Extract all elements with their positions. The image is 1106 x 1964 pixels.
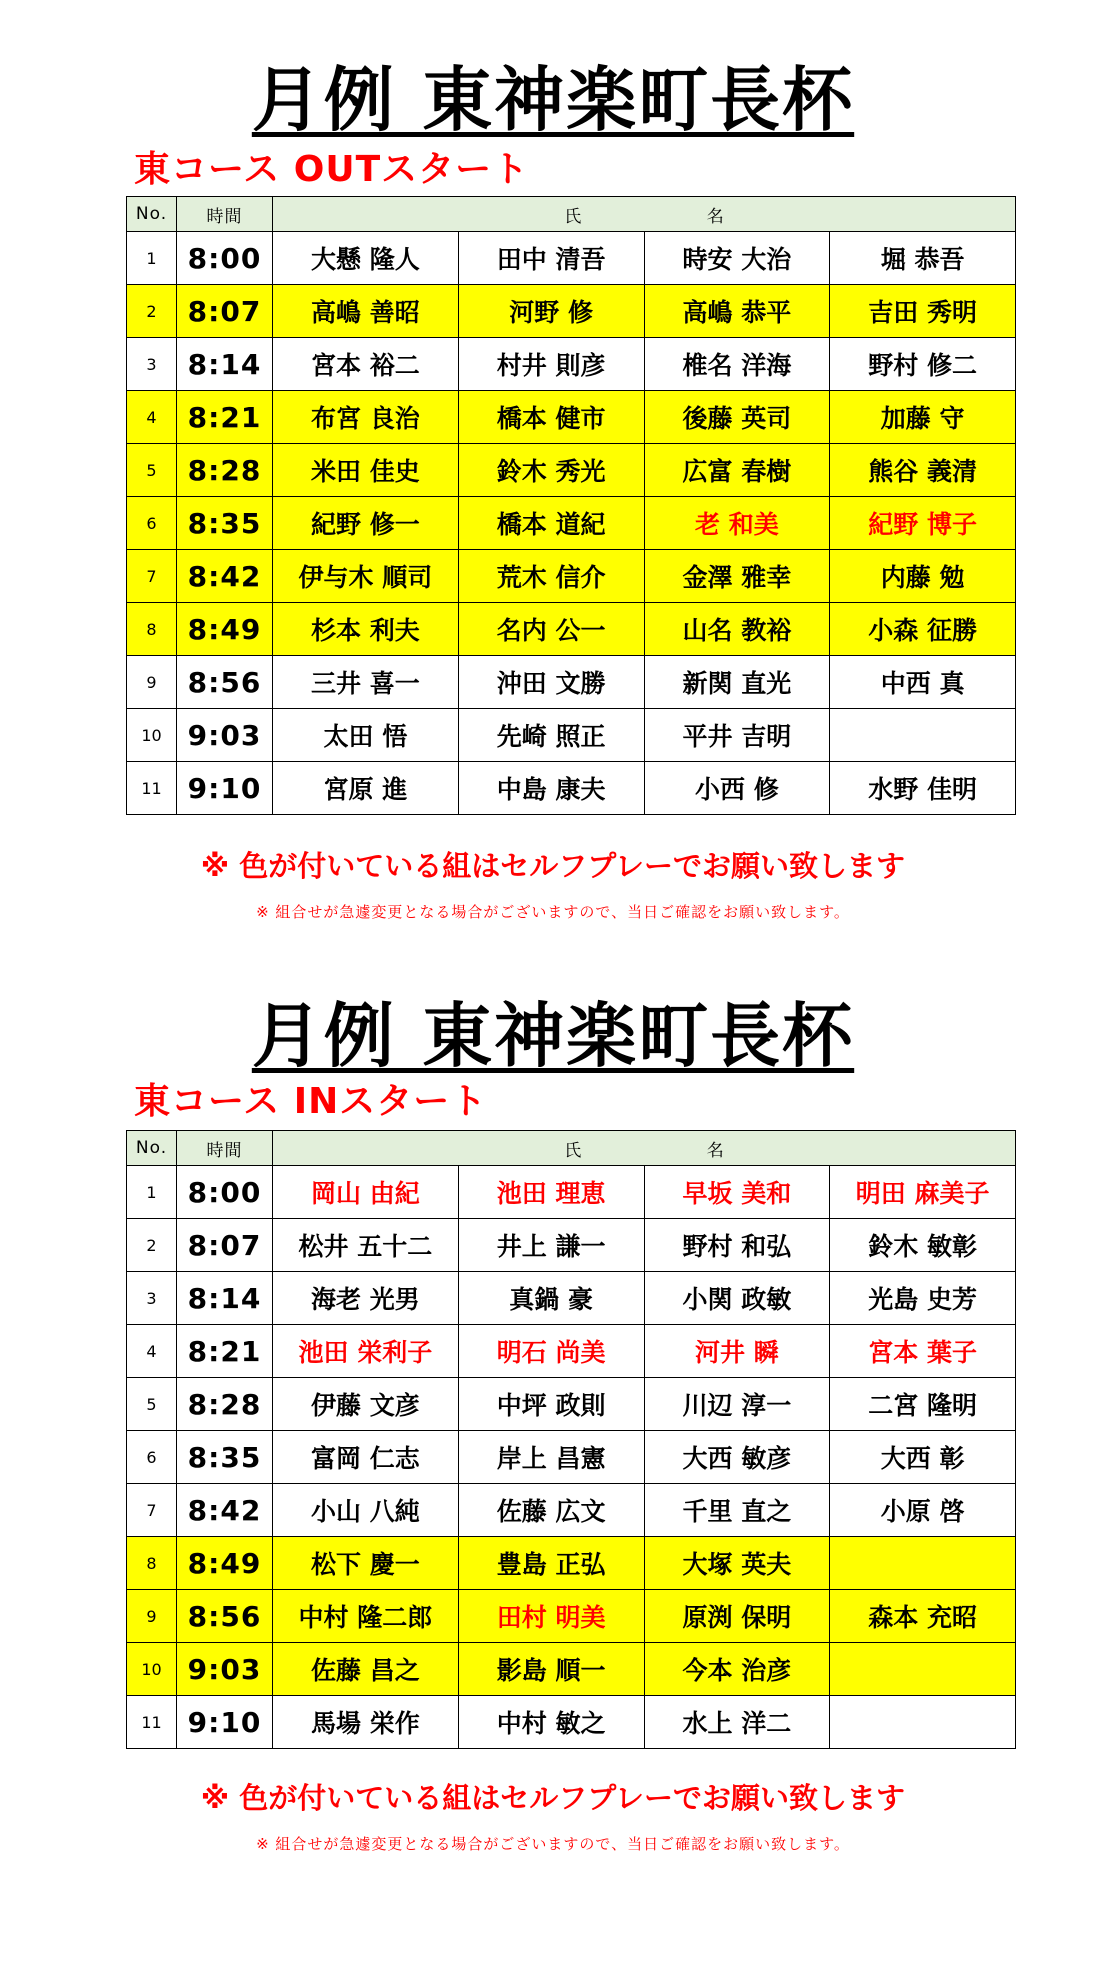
player-name: 太田 悟 — [273, 709, 459, 762]
player-name: 中坪 政則 — [458, 1378, 644, 1431]
page-title — [0, 58, 1106, 142]
tee-time: 8:56 — [177, 1590, 273, 1643]
table-row — [127, 656, 1016, 709]
player-name: 原渕 保明 — [644, 1590, 830, 1643]
player-name: 村井 則彦 — [458, 338, 644, 391]
table-body — [127, 232, 1016, 815]
player-name: 小関 政敏 — [644, 1272, 830, 1325]
table-row — [127, 550, 1016, 603]
table-row — [127, 709, 1016, 762]
table-row — [127, 1537, 1016, 1590]
player-name: 名内 公一 — [458, 603, 644, 656]
group-number: 3 — [127, 338, 177, 391]
tee-time: 8:00 — [177, 232, 273, 285]
player-name: 池田 栄利子 — [273, 1325, 459, 1378]
player-name: 大西 敏彦 — [644, 1431, 830, 1484]
player-name: 海老 光男 — [273, 1272, 459, 1325]
group-number: 4 — [127, 1325, 177, 1378]
tee-time: 8:28 — [177, 1378, 273, 1431]
group-number: 6 — [127, 1431, 177, 1484]
group-number: 3 — [127, 1272, 177, 1325]
player-name: 広富 春樹 — [644, 444, 830, 497]
tee-time: 8:14 — [177, 338, 273, 391]
player-name: 小森 征勝 — [830, 603, 1016, 656]
player-name: 荒木 信介 — [458, 550, 644, 603]
player-name: 中島 康夫 — [458, 762, 644, 815]
table-row — [127, 391, 1016, 444]
player-name: 佐藤 昌之 — [273, 1643, 459, 1696]
player-name: 先崎 照正 — [458, 709, 644, 762]
table-row — [127, 1166, 1016, 1219]
self-play-note: ※ 色が付いている組はセルフプレーでお願い致します — [200, 849, 906, 883]
player-name: 中村 敏之 — [458, 1696, 644, 1749]
player-name: 井上 謙一 — [458, 1219, 644, 1272]
player-name: 宮本 裕二 — [273, 338, 459, 391]
player-name: 中村 隆二郎 — [273, 1590, 459, 1643]
tee-time-table — [126, 1130, 1016, 1749]
player-name: 明田 麻美子 — [830, 1166, 1016, 1219]
player-name: 野村 和弘 — [644, 1219, 830, 1272]
header-time: 時間 — [177, 197, 273, 232]
player-name: 富岡 仁志 — [273, 1431, 459, 1484]
group-number: 5 — [127, 444, 177, 497]
player-name: 岡山 由紀 — [273, 1166, 459, 1219]
player-name: 松井 五十二 — [273, 1219, 459, 1272]
group-number: 8 — [127, 1537, 177, 1590]
group-number: 4 — [127, 391, 177, 444]
table-row — [127, 1272, 1016, 1325]
player-name: 河野 修 — [458, 285, 644, 338]
player-name: 橋本 健市 — [458, 391, 644, 444]
group-number: 1 — [127, 232, 177, 285]
change-note: ※ 組合せが急遽変更となる場合がございますので、当日ご確認をお願い致します。 — [256, 903, 850, 921]
player-name: 森本 充昭 — [830, 1590, 1016, 1643]
table-body — [127, 1166, 1016, 1749]
tee-time: 9:10 — [177, 1696, 273, 1749]
player-name: 熊谷 義清 — [830, 444, 1016, 497]
player-name: 岸上 昌憲 — [458, 1431, 644, 1484]
player-name: 池田 理恵 — [458, 1166, 644, 1219]
player-name: 水上 洋二 — [644, 1696, 830, 1749]
player-name: 吉田 秀明 — [830, 285, 1016, 338]
course-subtitle: 東コース INスタート — [134, 1081, 488, 1122]
header-no: No. — [127, 197, 177, 232]
player-name — [830, 1696, 1016, 1749]
header-no: No. — [127, 1131, 177, 1166]
table-row — [127, 338, 1016, 391]
player-name: 真鍋 豪 — [458, 1272, 644, 1325]
tee-time: 8:49 — [177, 603, 273, 656]
player-name: 平井 吉明 — [644, 709, 830, 762]
player-name: 今本 治彦 — [644, 1643, 830, 1696]
player-name: 時安 大治 — [644, 232, 830, 285]
tee-time: 8:21 — [177, 391, 273, 444]
player-name: 堀 恭吾 — [830, 232, 1016, 285]
tee-time: 8:07 — [177, 285, 273, 338]
player-name: 後藤 英司 — [644, 391, 830, 444]
player-name: 影島 順一 — [458, 1643, 644, 1696]
player-name: 新関 直光 — [644, 656, 830, 709]
table-header-row — [127, 197, 1016, 232]
player-name: 椎名 洋海 — [644, 338, 830, 391]
player-name: 紀野 修一 — [273, 497, 459, 550]
table-header-row — [127, 1131, 1016, 1166]
group-number: 10 — [127, 709, 177, 762]
player-name: 宮本 葉子 — [830, 1325, 1016, 1378]
player-name: 鈴木 秀光 — [458, 444, 644, 497]
player-name: 布宮 良治 — [273, 391, 459, 444]
course-subtitle: 東コース OUTスタート — [134, 149, 530, 190]
player-name: 明石 尚美 — [458, 1325, 644, 1378]
table-row — [127, 1378, 1016, 1431]
player-name: 三井 喜一 — [273, 656, 459, 709]
player-name: 早坂 美和 — [644, 1166, 830, 1219]
group-number: 11 — [127, 762, 177, 815]
page-title-text: 月例 東神楽町長杯 — [251, 995, 855, 1077]
player-name: 高嶋 善昭 — [273, 285, 459, 338]
tee-time: 9:03 — [177, 709, 273, 762]
table-row — [127, 232, 1016, 285]
player-name: 光島 史芳 — [830, 1272, 1016, 1325]
tee-time-table — [126, 196, 1016, 815]
tee-time: 8:07 — [177, 1219, 273, 1272]
header-name: 氏 名 — [273, 1131, 1016, 1166]
tee-time: 8:49 — [177, 1537, 273, 1590]
group-number: 7 — [127, 1484, 177, 1537]
table-row — [127, 285, 1016, 338]
player-name: 豊島 正弘 — [458, 1537, 644, 1590]
player-name: 杉本 利夫 — [273, 603, 459, 656]
self-play-note: ※ 色が付いている組はセルフプレーでお願い致します — [200, 1781, 906, 1815]
player-name: 松下 慶一 — [273, 1537, 459, 1590]
player-name: 大懸 隆人 — [273, 232, 459, 285]
player-name: 小西 修 — [644, 762, 830, 815]
tee-time: 8:42 — [177, 1484, 273, 1537]
group-number: 8 — [127, 603, 177, 656]
tee-time: 8:42 — [177, 550, 273, 603]
table-row — [127, 1484, 1016, 1537]
tee-time: 8:35 — [177, 1431, 273, 1484]
player-name: 宮原 進 — [273, 762, 459, 815]
table-row — [127, 1696, 1016, 1749]
player-name: 野村 修二 — [830, 338, 1016, 391]
table-row — [127, 1590, 1016, 1643]
group-number: 5 — [127, 1378, 177, 1431]
group-number: 1 — [127, 1166, 177, 1219]
group-number: 7 — [127, 550, 177, 603]
header-name: 氏 名 — [273, 197, 1016, 232]
page-title-text: 月例 東神楽町長杯 — [251, 59, 855, 141]
player-name: 老 和美 — [644, 497, 830, 550]
player-name: 水野 佳明 — [830, 762, 1016, 815]
player-name: 二宮 隆明 — [830, 1378, 1016, 1431]
player-name: 内藤 勉 — [830, 550, 1016, 603]
player-name: 大西 彰 — [830, 1431, 1016, 1484]
group-number: 2 — [127, 285, 177, 338]
table-row — [127, 497, 1016, 550]
table-row — [127, 603, 1016, 656]
player-name: 大塚 英夫 — [644, 1537, 830, 1590]
player-name: 加藤 守 — [830, 391, 1016, 444]
tee-time: 8:28 — [177, 444, 273, 497]
group-number: 9 — [127, 1590, 177, 1643]
player-name: 中西 真 — [830, 656, 1016, 709]
player-name: 鈴木 敏彰 — [830, 1219, 1016, 1272]
tee-time: 8:56 — [177, 656, 273, 709]
group-number: 6 — [127, 497, 177, 550]
tee-time: 8:00 — [177, 1166, 273, 1219]
player-name: 小山 八純 — [273, 1484, 459, 1537]
player-name — [830, 1537, 1016, 1590]
player-name: 沖田 文勝 — [458, 656, 644, 709]
player-name: 山名 教裕 — [644, 603, 830, 656]
tee-time: 9:03 — [177, 1643, 273, 1696]
player-name: 小原 啓 — [830, 1484, 1016, 1537]
player-name: 橋本 道紀 — [458, 497, 644, 550]
player-name: 紀野 博子 — [830, 497, 1016, 550]
tee-time: 9:10 — [177, 762, 273, 815]
tee-time: 8:35 — [177, 497, 273, 550]
player-name — [830, 1643, 1016, 1696]
group-number: 11 — [127, 1696, 177, 1749]
player-name: 田村 明美 — [458, 1590, 644, 1643]
group-number: 9 — [127, 656, 177, 709]
group-number: 10 — [127, 1643, 177, 1696]
player-name: 金澤 雅幸 — [644, 550, 830, 603]
player-name: 田中 清吾 — [458, 232, 644, 285]
player-name — [830, 709, 1016, 762]
player-name: 馬場 栄作 — [273, 1696, 459, 1749]
player-name: 川辺 淳一 — [644, 1378, 830, 1431]
header-time: 時間 — [177, 1131, 273, 1166]
table-row — [127, 762, 1016, 815]
change-note: ※ 組合せが急遽変更となる場合がございますので、当日ご確認をお願い致します。 — [256, 1835, 850, 1853]
group-number: 2 — [127, 1219, 177, 1272]
table-row — [127, 1431, 1016, 1484]
player-name: 伊藤 文彦 — [273, 1378, 459, 1431]
tee-time: 8:21 — [177, 1325, 273, 1378]
table-row — [127, 1219, 1016, 1272]
player-name: 佐藤 広文 — [458, 1484, 644, 1537]
player-name: 伊与木 順司 — [273, 550, 459, 603]
player-name: 河井 瞬 — [644, 1325, 830, 1378]
player-name: 千里 直之 — [644, 1484, 830, 1537]
player-name: 米田 佳史 — [273, 444, 459, 497]
page-title — [0, 994, 1106, 1078]
player-name: 高嶋 恭平 — [644, 285, 830, 338]
tee-time: 8:14 — [177, 1272, 273, 1325]
table-row — [127, 444, 1016, 497]
table-row — [127, 1325, 1016, 1378]
table-row — [127, 1643, 1016, 1696]
